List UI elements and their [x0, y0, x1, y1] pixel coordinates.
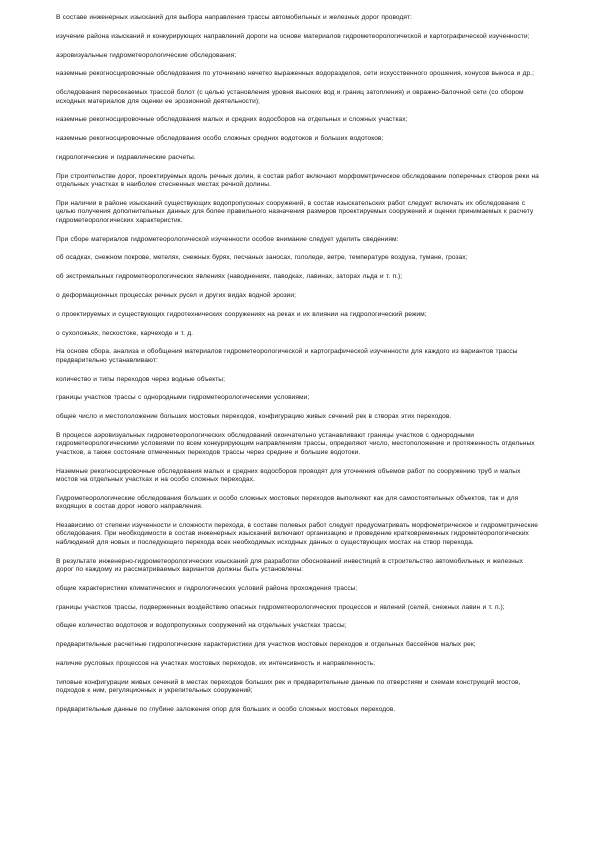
paragraph: При сборе материалов гидрометеорологической изученности особое внимание следует уделить сведениям:: [56, 235, 399, 243]
paragraph: При наличии в районе изысканий существующих водопропускных сооружений, в состав изыскательских работ следует включать их обследование с целью получения дополнительных данных для более правильного назначения размеров проектируемых сооружений и оценки принимаемых к расчету гидрометеорологических характеристик.: [56, 199, 534, 224]
paragraph: общие характеристики климатических и гидрологических условий района прохождения трассы;: [56, 584, 358, 592]
paragraph: об экстремальных гидрометеорологических явлениях (наводнениях, паводках, лавинах, заторах льда и т. п.);: [56, 273, 403, 281]
paragraph: Гидрометеорологические обследования больших и особо сложных мостовых переходов выполняют как для самостоятельных объектов, так и для входящих в состав дорог нового направления.: [56, 494, 519, 511]
paragraph: границы участков трассы, подверженных воздействию опасных гидрометеорологических процессов и явлений (селей, снежных лавин и т. п.);: [56, 603, 505, 611]
paragraph: изучение района изысканий и конкурирующих направлений дороги на основе материалов гидрометеорологической и картографической изученности;: [56, 32, 530, 40]
paragraph: общее число и местоположение больших мостовых переходов, конфигурацию живых сечений рек в створах этих переходов.: [56, 413, 452, 421]
paragraph: обследования пересекаемых трассой болот (с целью установления уровня высоких вод и границ затопления) и овражно-балочной сети (со сбором исходных материалов для оценки ее эрозионной деятельности);: [56, 89, 524, 105]
paragraph: При строительстве дорог, проектируемых вдоль речных долин, в состав работ включают морфометрическое обследование поперечных створов реки на отдельных участках в наиболее стесненных местах речной долины.: [56, 172, 539, 189]
paragraph: о проектируемых и существующих гидротехнических сооружениях на реках и их влиянии на гидрологический режим;: [56, 310, 427, 318]
paragraph: гидрологические и гидравлические расчеты.: [56, 153, 196, 161]
paragraph: об осадках, снежном покрове, метелях, снежных бурях, песчаных заносах, гололеде, ветре, температуре воздуха, тумане, грозах;: [56, 254, 468, 262]
paragraph: о сухоложьях, пескостоке, карчеходе и т. д.: [56, 329, 194, 337]
paragraph: наземные рекогносцировочные обследования по уточнению нечетко выраженных водоразделов, сети искусственного орошения, конусов выноса и др.;: [56, 70, 535, 78]
paragraph: предварительные расчетные гидрологические характеристики для участков мостовых переходов и отдельных бассейнов малых рек;: [56, 641, 476, 649]
paragraph: В результате инженерно-гидрометеорологических изысканий для разработки обоснований инвестиций в строительство автомобильных и железных дорог по каждому из рассматриваемых вариантов должны быть установлены:: [56, 557, 523, 573]
paragraph: В составе инженерных изысканий для выбора направления трассы автомобильных и железных дорог проводят:: [56, 14, 412, 21]
paragraph: Наземные рекогносцировочные обследования малых и средних водосборов проводят для уточнения объемов работ по сооружению труб и малых мостов на отдельных участках и на особо сложных переходах.: [56, 467, 521, 483]
paragraph: о деформационных процессах речных русел и других видах водной эрозии;: [56, 291, 297, 299]
paragraph: наземные рекогносцировочные обследования малых и средних водосборов на отдельных и сложных участках;: [56, 116, 408, 124]
paragraph: типовые конфигурации живых сечений в местах переходов больших рек и предварительные данные по отверстиям и схемам конструкций мостов, подходов к ним, регуляционных и укрепительных сооружений;: [56, 678, 521, 695]
paragraph: На основе сбора, анализа и обобщения материалов гидрометеорологической и картографической изученности для каждого из вариантов трассы предварительно устанавливают:: [56, 348, 518, 364]
paragraph: количество и типы переходов через водные объекты;: [56, 375, 225, 383]
paragraph: общее количество водотоков и водопропускных сооружений на отдельных участках трассы;: [56, 622, 347, 630]
document-body: [56, 14, 542, 725]
paragraph: В процессе аэровизуальных гидрометеорологических обследований окончательно устанавливают границы участков с однородными гидрометеорологическими условиями по всем конкурирующим направлениям трассы, определяют число, местоположение и протяженность отдельных участков, а также состояние отмеченных переходов трассы через средние и большие водотоки.: [56, 431, 535, 456]
paragraph: наземные рекогносцировочные обследования особо сложных средних водотоков и больших водотоков;: [56, 135, 384, 143]
paragraph: предварительные данные по глубине заложения опор для больших и особо сложных мостовых переходов.: [56, 705, 396, 713]
paragraph: Независимо от степени изученности и сложности перехода, в составе полевых работ следует предусматривать морфометрическое и гидрометрические обследования. При необходимости в состав инженерных изысканий включают организацию и проведение кратковременных гидрометеорологических наблюдений для новых и последующего перехода всех необходимых исходных данных о существующих мостах на створ перехода.: [56, 521, 538, 546]
paragraph: границы участков трассы с однородными гидрометеорологическими условиями;: [56, 394, 310, 402]
paragraph: аэровизуальные гидрометеорологические обследования;: [56, 51, 237, 59]
paragraph: наличие русловых процессов на участках мостовых переходов, их интенсивность и направленность;: [56, 659, 376, 667]
